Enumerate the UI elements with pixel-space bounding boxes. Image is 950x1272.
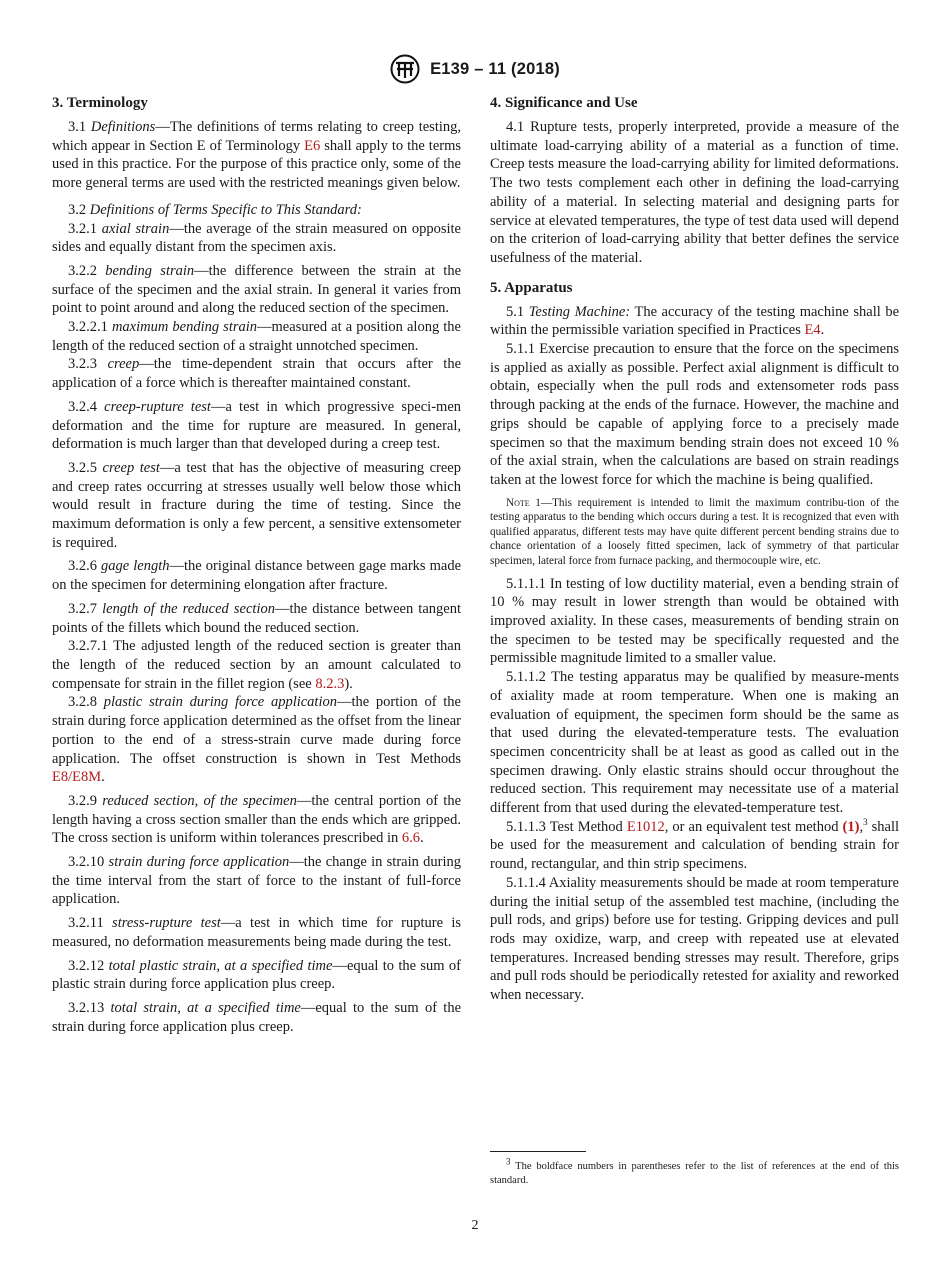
paragraph-3-2-5: 3.2.5 creep test—a test that has the objective of measuring creep and creep rates occurring at stresses usually well below those which would result in fracture during the time of testing. Since the maximum deformation is only a few percent, a sensitive extensometer is required. [52,459,461,551]
paragraph-3-2-2: 3.2.2 bending strain—the difference between the strain at the surface of the specimen and the axial strain. In general it varies from point to point around and along the reduced section of the specimen. [52,262,462,317]
paragraph-3-2-8: 3.2.8 plastic strain during force application—the portion of the strain during force application determined as the offset from the linear portion to the end of a stress-strain curve made during force application. The offset construction is shown in Test Methods E8/E8M. [52,694,461,786]
paragraph-3-2-9: 3.2.9 reduced section, of the specimen—the central portion of the length having a cross section smaller than the ends which are gripped. The cross section is uniform within tolerances prescribed in 6.6. [52,792,461,847]
paragraph-3-2-1: 3.2.1 axial strain—the average of the strain measured on opposite sides and equally distant from the specimen axis. [52,220,461,256]
paragraph-3-2-13: 3.2.13 total strain, at a specified time—equal to the sum of the strain during force application plus creep. [52,999,462,1035]
paragraph-5-1-1-4: 5.1.1.4 Axiality measurements should be made at room temperature during the initial setup of the assembled test machine, (including the pull rods, and grips) before use for testing. Gripping devices and pull rods may oxidize, warp, and creep with repeated use at elevated temperatures. Increased bending stresses may result. Therefore, grips and pull rods should be periodically retested for axiality and reworked when necessary. [490,874,899,1004]
ref-link-e4[interactable]: E4 [804,322,821,339]
astm-logo-icon [390,54,420,84]
paragraph-3-2-11: 3.2.11 stress-rupture test—a test in which time for rupture is measured, no deformation measurements being made during the test. [52,915,462,950]
section-heading-terminology: 3. Terminology [52,95,148,111]
paragraph-5-1-1-2: 5.1.1.2 The testing apparatus may be qualified by measure-ments of axiality made at room temperature. When one is making an evaluation of equipment, the specimen form should be the same as that used during the elevated-temperature tests. The evaluation specimen concentricity shall be at least as good as called out in the specimen drawing. Only elastic strains should occur throughout the reduced section. This requirement may necessitate use of a material different from that used during the elevated-temperature test. [490,669,899,817]
page-number: 2 [471,1218,479,1233]
paragraph-3-2-10: 3.2.10 strain during force application—the change in strain during the time interval from the start of force to the instant of full-force application. [52,854,462,908]
paragraph-3-2-6: 3.2.6 gage length—the original distance between gage marks made on the specimen for determining elongation after fracture. [52,558,462,594]
paragraph-5-1-1-1: 5.1.1.1 In testing of low ductility material, even a bending strain of 10 % may result in lower strength than would be obtained with improved axiality. In these cases, measurements of bending strain on the specimen to be tested may be specifically requested and the permissible magnitude limited to a smaller value. [490,575,900,667]
right-column [490,93,899,1005]
ref-link-reference-1[interactable]: (1) [842,818,860,835]
paragraph-3-2-7-1: 3.2.7.1 The adjusted length of the reduced section is greater than the length of the reduced section by an amount calculated to compensate for strain in the fillet region (see 8.2.3). [52,638,461,692]
left-column [52,93,461,1036]
footnote-mark-3: 3 [863,816,868,827]
paragraph-5-1-1: 5.1.1 Exercise precaution to ensure that the force on the specimens is applied as axially as possible. Perfect axial alignment is difficult to obtain, especially when the pull rods and extensometer rods pass through packing at the ends of the furnace. However, the machine and grips should be capable of applying force to a precisely made specimen so that the maximum bending strain does not exceed 10 % of the axial strain, when the calculations are based on strain readings taken at the lowest force for which the machine is being qualified. [490,341,899,488]
ref-link-8-2-3[interactable]: 8.2.3 [315,675,345,692]
paragraph-3-2-3: 3.2.3 creep—the time-dependent strain that occurs after the application of a force which is thereafter maintained constant. [52,356,462,392]
ref-link-e6[interactable]: E6 [304,137,321,154]
paragraph-5-1-1-3: 5.1.1.3 Test Method E1012, or an equivalent test method (1),$^3$ shall be used for the measurement and calculation of bending strain for round, rectangular, and thin strip specimens. [490,816,900,873]
section-heading-apparatus: 5. Apparatus [490,279,573,296]
ref-link-e1012[interactable]: E1012 [626,818,665,835]
ref-link-e8-e8m[interactable]: E8/E8M [52,769,102,786]
footnote-3: $^3$ The boldface numbers in parentheses refer to the list of references at the end of this standard. [490,1156,899,1186]
ref-link-6-6[interactable]: 6.6 [401,830,421,847]
standard-designation: E139 – 11 (2018) [430,59,560,78]
paragraph-3-2-12: 3.2.12 total plastic strain, at a specified time—equal to the sum of plastic strain during force application plus creep. [52,957,461,993]
paragraph-4-1: 4.1 Rupture tests, properly interpreted, provide a measure of the ultimate load-carrying ability of a material as a function of time. Creep tests measure the load-carrying ability for limited deformations. The two tests complement each other in defining the load-carrying ability of a material. In selecting material and designing parts for service at elevated temperatures, the type of test data used will depend on the criterion of load-carrying ability that better defines the service usefulness of the material. [490,119,899,266]
paragraph-3-2-2-1: 3.2.2.1 maximum bending strain—measured at a position along the length of the reduced section of a straight unnotched specimen. [52,319,461,354]
paragraph-3-2-4: 3.2.4 creep-rupture test—a test in which progressive speci-men deformation and the time for rupture are measured. In general, deformation is much larger than that developed during a creep test. [52,398,462,453]
paragraph-3-1: 3.1 Definitions—The definitions of terms relating to creep testing, which appear in Section E of Terminology E6 shall apply to the terms used in this practice. For the purpose of this practice only, some of the more general terms are used with the restricted meanings given below. [52,119,461,192]
paragraph-3-2: 3.2 Definitions of Terms Specific to This Standard: [68,201,362,218]
section-heading-significance: 4. Significance and Use [490,95,638,111]
page-header [0,52,950,86]
paragraph-5-1: 5.1 Testing Machine: The accuracy of the testing machine shall be within the permissible variation specified in Practices E4. [490,303,900,339]
note-1: Note 1—This requirement is intended to limit the maximum contribu-tion of the testing apparatus to the bending which occurs during a test. It is recognized that even with qualified apparatus, different tests may have quite different percent bending strains due to chance orientation of a loosely fitted specimen, lack of symmetry of that particular specimen, lateral force from furnace packing, and thermocouple wire, etc. [490,496,899,568]
footnote-divider [490,1151,586,1152]
paragraph-3-2-7: 3.2.7 length of the reduced section—the distance between tangent points of the fillets which bound the reduced section. [52,600,461,636]
